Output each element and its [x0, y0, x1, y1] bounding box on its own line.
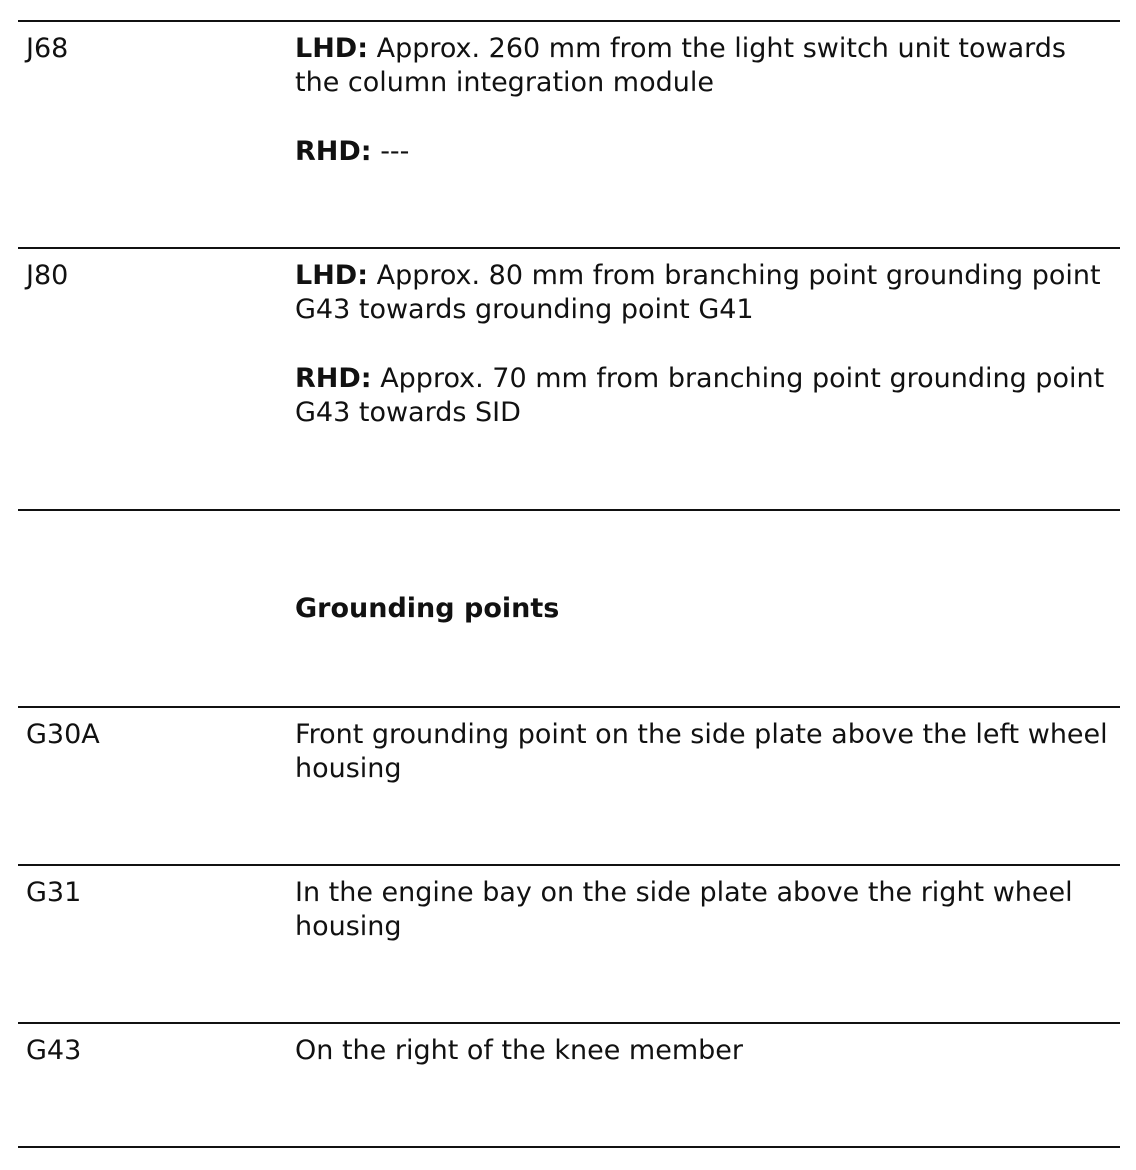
table-divider [18, 1146, 1120, 1148]
row-description [295, 32, 1115, 169]
rhd-text: Approx. 70 mm from branching point grounding point G43 towards SID [295, 363, 1105, 428]
row-code: G43 [26, 1035, 82, 1066]
section-heading: Grounding points [295, 593, 560, 624]
table-divider [18, 247, 1120, 249]
row-code: J80 [26, 260, 69, 291]
row-description: On the right of the knee member [295, 1035, 743, 1066]
lhd-label: LHD: [295, 260, 369, 291]
row-code: G30A [26, 719, 100, 750]
row-description [295, 259, 1115, 430]
table-divider [18, 706, 1120, 708]
rhd-label: RHD: [295, 136, 372, 167]
row-description: In the engine bay on the side plate above the right wheel housing [295, 877, 1073, 942]
row-description: Front grounding point on the side plate above the left wheel housing [295, 719, 1108, 784]
rhd-paragraph [295, 135, 1115, 169]
table-divider [18, 1022, 1120, 1024]
table-divider [18, 864, 1120, 866]
rhd-paragraph [295, 362, 1115, 430]
lhd-text: Approx. 260 mm from the light switch unit towards the column integration module [295, 33, 1066, 98]
row-code: J68 [26, 33, 69, 64]
lhd-paragraph [295, 259, 1115, 327]
table-divider [18, 20, 1120, 22]
rhd-label: RHD: [295, 363, 372, 394]
rhd-text: --- [371, 136, 410, 167]
table-divider [18, 509, 1120, 511]
lhd-text: Approx. 80 mm from branching point grounding point G43 towards grounding point G41 [295, 260, 1101, 325]
lhd-paragraph [295, 32, 1115, 100]
lhd-label: LHD: [295, 33, 369, 64]
row-code: G31 [26, 877, 82, 908]
